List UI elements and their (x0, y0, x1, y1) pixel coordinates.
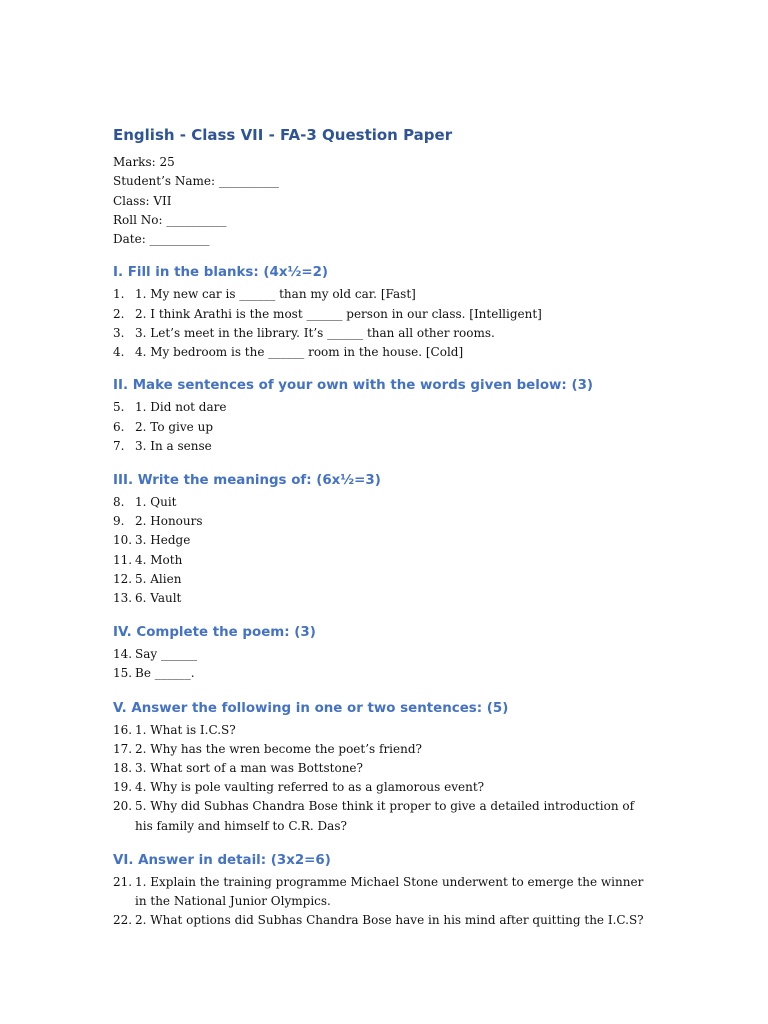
question-number: 16. (113, 722, 133, 737)
question-number: 12. (113, 571, 133, 586)
question-item (113, 285, 653, 304)
student-name-field: Student’s Name: __________ (113, 174, 279, 189)
question-number: 10. (113, 533, 133, 548)
question-text: 5. Why did Subhas Chandra Bose think it proper to give a detailed introduction of his family and himself to C.R. Das? (135, 799, 635, 833)
question-number: 5. (113, 400, 125, 415)
question-text: 1. Did not dare (135, 400, 227, 415)
section-make-sentences (113, 376, 653, 456)
question-text: 1. My new car is ______ than my old car. [Fast] (135, 287, 416, 302)
question-item (113, 778, 653, 797)
question-item (113, 493, 653, 512)
question-number: 17. (113, 741, 133, 756)
question-text: 4. Why is pole vaulting referred to as a glamorous event? (135, 780, 485, 795)
question-item (113, 797, 653, 835)
question-item (113, 873, 653, 911)
question-number: 1. (113, 287, 125, 302)
question-number: 14. (113, 647, 133, 662)
marks-field: Marks: 25 (113, 155, 175, 169)
paper-title: English - Class VII - FA-3 Question Paper (113, 126, 453, 144)
question-list (113, 721, 653, 836)
question-list (113, 285, 653, 362)
question-text: 2. Why has the wren become the poet’s friend? (135, 741, 422, 756)
class-field: Class: VII (113, 193, 172, 208)
section-heading: II. Make sentences of your own with the words given below: (3) (113, 378, 594, 394)
question-item (113, 759, 653, 778)
section-heading: VI. Answer in detail: (3x2=6) (113, 852, 331, 868)
question-item (113, 589, 653, 608)
question-text: 1. Quit (135, 494, 177, 509)
question-number: 2. (113, 306, 125, 321)
question-number: 13. (113, 590, 133, 605)
question-item (113, 911, 653, 930)
question-list (113, 493, 653, 608)
question-text: 3. Let’s meet in the library. It’s ______ than all other rooms. (135, 325, 495, 340)
question-list (113, 873, 653, 931)
question-item (113, 305, 653, 324)
header-fields (113, 153, 653, 249)
question-item (113, 343, 653, 362)
question-item (113, 721, 653, 740)
section-fill-in-the-blanks (113, 263, 653, 362)
question-item (113, 740, 653, 759)
question-number: 7. (113, 438, 125, 453)
roll-no-field: Roll No: __________ (113, 212, 227, 227)
question-text: 2. To give up (135, 419, 213, 434)
section-short-answers (113, 699, 653, 836)
section-heading: III. Write the meanings of: (6x½=3) (113, 472, 381, 488)
question-text: 5. Alien (135, 571, 182, 586)
question-number: 9. (113, 514, 125, 529)
question-text: 3. What sort of a man was Bottstone? (135, 760, 363, 775)
question-paper (113, 124, 653, 930)
section-heading: I. Fill in the blanks: (4x½=2) (113, 265, 329, 281)
question-number: 3. (113, 325, 125, 340)
question-item (113, 512, 653, 531)
date-field: Date: __________ (113, 232, 210, 247)
question-number: 6. (113, 419, 125, 434)
question-number: 11. (113, 552, 133, 567)
question-item (113, 551, 653, 570)
section-meanings (113, 471, 653, 608)
question-text: 3. Hedge (135, 533, 191, 548)
question-text: 6. Vault (135, 590, 182, 605)
question-number: 22. (113, 913, 133, 928)
question-text: Be ______. (135, 666, 195, 681)
question-number: 15. (113, 666, 133, 681)
question-number: 19. (113, 780, 133, 795)
section-complete-poem (113, 623, 653, 683)
question-list (113, 645, 653, 683)
question-item (113, 570, 653, 589)
section-detailed-answers (113, 851, 653, 931)
section-heading: IV. Complete the poem: (3) (113, 625, 316, 641)
question-text: 4. My bedroom is the ______ room in the house. [Cold] (135, 345, 464, 360)
question-text: 1. Explain the training programme Michael Stone underwent to emerge the winner in the National Junior Olympics. (135, 874, 644, 908)
question-text: Say ______ (135, 647, 197, 662)
question-text: 2. What options did Subhas Chandra Bose have in his mind after quitting the I.C.S? (135, 913, 644, 928)
question-number: 8. (113, 494, 125, 509)
question-number: 4. (113, 345, 125, 360)
section-heading: V. Answer the following in one or two sentences: (5) (113, 700, 509, 716)
question-number: 18. (113, 760, 133, 775)
question-text: 2. Honours (135, 514, 203, 529)
question-item (113, 645, 653, 664)
question-item (113, 664, 653, 683)
question-text: 4. Moth (135, 552, 183, 567)
question-item (113, 418, 653, 437)
question-item (113, 531, 653, 550)
question-item (113, 324, 653, 343)
question-text: 1. What is I.C.S? (135, 722, 236, 737)
question-number: 20. (113, 799, 133, 814)
question-text: 2. I think Arathi is the most ______ person in our class. [Intelligent] (135, 306, 542, 321)
question-list (113, 398, 653, 456)
question-text: 3. In a sense (135, 438, 212, 453)
question-item (113, 437, 653, 456)
question-item (113, 398, 653, 417)
question-number: 21. (113, 874, 133, 889)
